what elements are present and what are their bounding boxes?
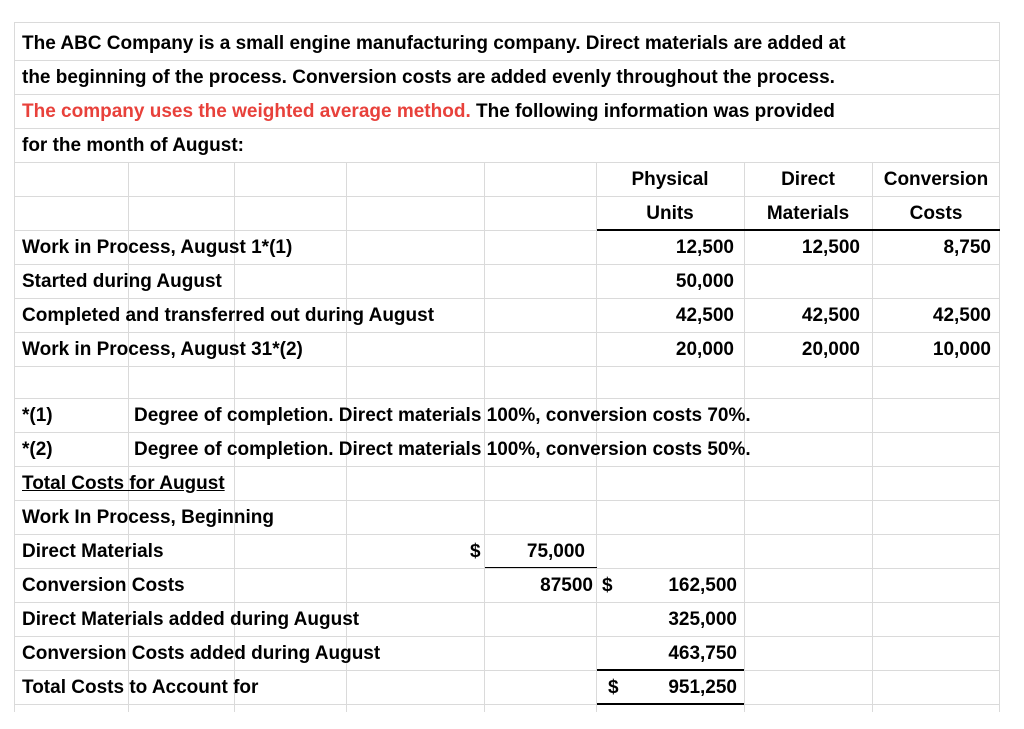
intro-line-1: The ABC Company is a small engine manufacturing company. Direct materials are added at — [22, 33, 846, 54]
unit-row-label: Work in Process, August 1*(1) — [22, 237, 293, 258]
total-dollar: $ — [608, 677, 619, 698]
header-conversion-1: Conversion — [883, 169, 989, 190]
unit-row-direct: 42,500 — [801, 305, 860, 326]
unit-row-conversion: 42,500 — [932, 305, 991, 326]
cc-label: Conversion Costs — [22, 575, 185, 596]
header-physical-1: Physical — [631, 169, 709, 190]
note-key: *(1) — [22, 405, 53, 426]
header-direct-2: Materials — [766, 203, 850, 224]
costs-title: Total Costs for August — [22, 473, 225, 494]
unit-row-physical: 42,500 — [675, 305, 734, 326]
header-direct-1: Direct — [781, 169, 835, 190]
header-physical-2: Units — [646, 203, 694, 224]
total-label: Total Costs to Account for — [22, 677, 259, 698]
unit-row-label: Started during August — [22, 271, 222, 292]
cc-total: 162,500 — [668, 575, 737, 596]
unit-row-label: Completed and transferred out during August — [22, 305, 435, 326]
unit-row-conversion: 8,750 — [943, 237, 991, 258]
spreadsheet-sheet — [14, 22, 1000, 712]
cc-dollar: $ — [602, 575, 613, 596]
intro-line-3 — [22, 95, 835, 128]
unit-row-direct: 12,500 — [801, 237, 860, 258]
dm-dollar: $ — [470, 541, 481, 562]
intro-line-4: for the month of August: — [22, 135, 244, 156]
cc-added-value: 463,750 — [668, 643, 737, 664]
weighted-average-note: The company uses the weighted average method. — [22, 101, 471, 122]
unit-row-physical: 12,500 — [675, 237, 734, 258]
unit-row-label: Work in Process, August 31*(2) — [22, 339, 303, 360]
cc-value: 87500 — [540, 575, 593, 596]
note-key: *(2) — [22, 439, 53, 460]
note-text: Degree of completion. Direct materials 100%, conversion costs 50%. — [134, 439, 751, 460]
dm-added-label: Direct Materials added during August — [22, 609, 360, 630]
header-conversion-2: Costs — [909, 203, 963, 224]
intro-line-2: the beginning of the process. Conversion costs are added evenly throughout the process. — [22, 67, 835, 88]
dm-label: Direct Materials — [22, 541, 164, 562]
dm-value: 75,000 — [526, 541, 585, 562]
total-value: 951,250 — [668, 677, 737, 698]
intro-line-3-rest: The following information was provided — [470, 101, 835, 122]
unit-row-physical: 20,000 — [675, 339, 734, 360]
unit-row-physical: 50,000 — [675, 271, 734, 292]
unit-row-direct: 20,000 — [801, 339, 860, 360]
wip-beginning-label: Work In Process, Beginning — [22, 507, 274, 528]
unit-row-conversion: 10,000 — [932, 339, 991, 360]
note-text: Degree of completion. Direct materials 100%, conversion costs 70%. — [134, 405, 751, 426]
dm-added-value: 325,000 — [668, 609, 737, 630]
cc-added-label: Conversion Costs added during August — [22, 643, 381, 664]
